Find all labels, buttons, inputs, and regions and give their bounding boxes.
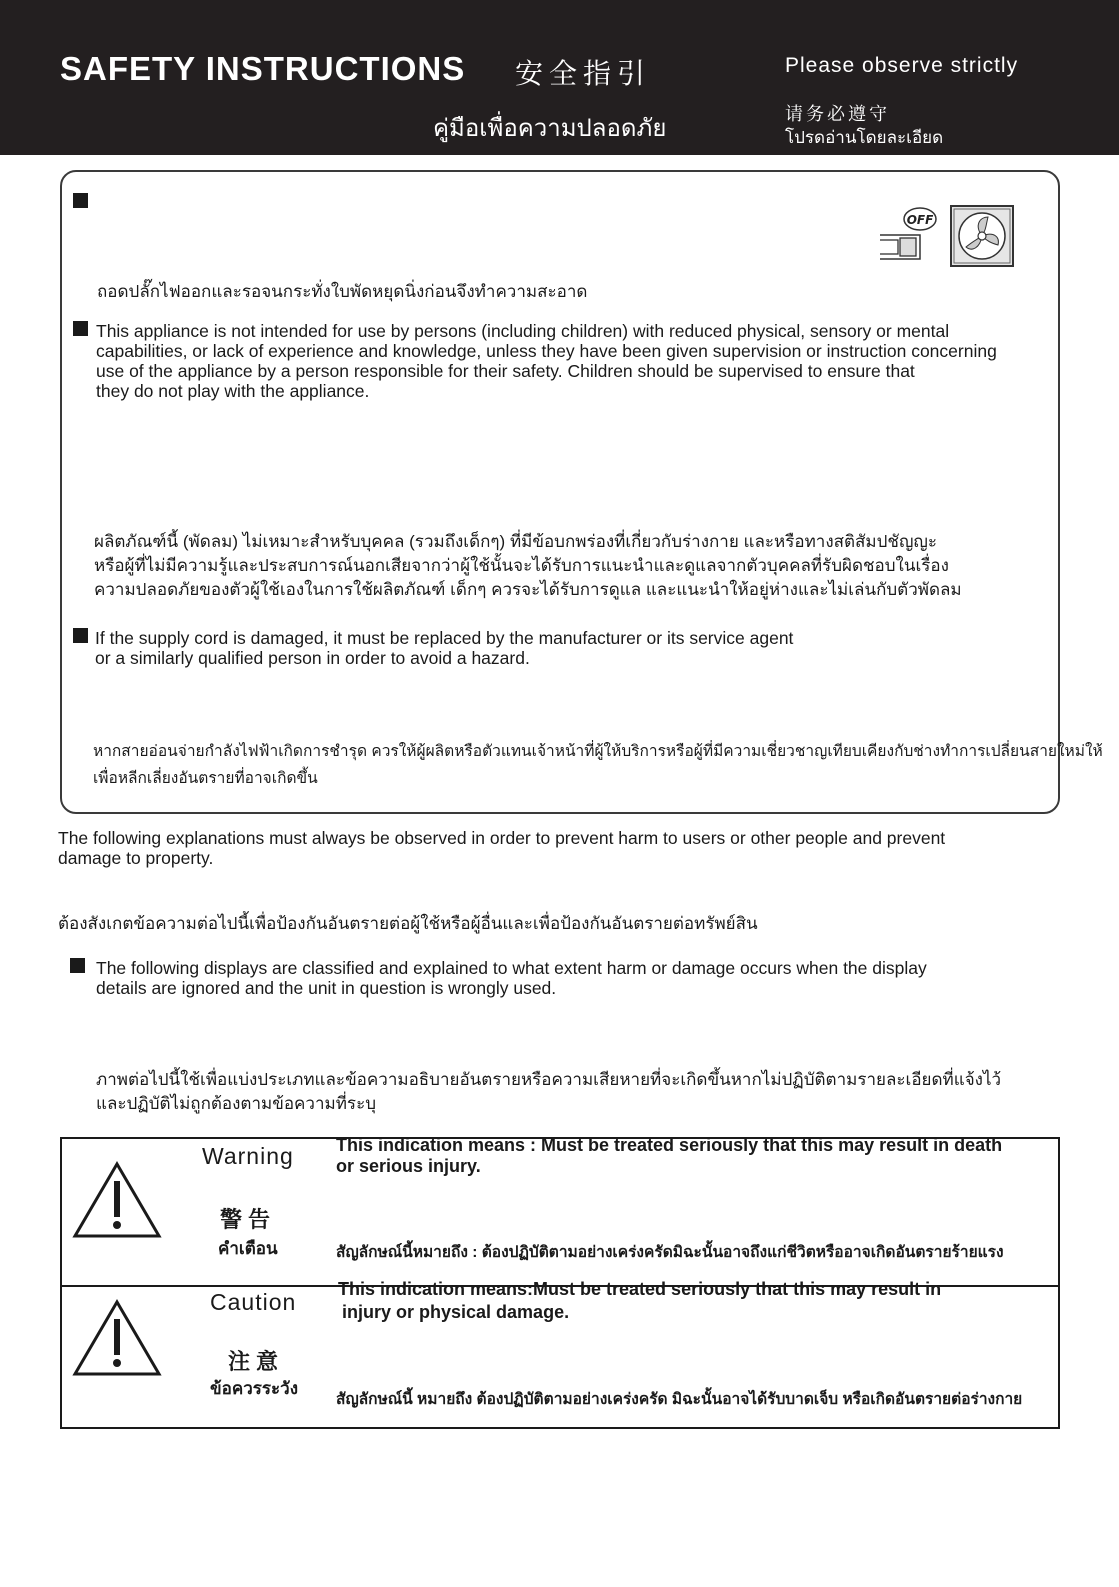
warning-label-cn: 警告 — [220, 1208, 277, 1233]
warning-label-th: คำเตือน — [218, 1239, 278, 1258]
persons-note-line-3: use of the appliance by a person responsible for their safety. Children should be supervised to ensure that — [96, 361, 915, 381]
caution-triangle-icon — [72, 1299, 162, 1377]
observe-notice-th: โปรดอ่านโดยละเอียด — [785, 128, 944, 147]
warning-desc-line-1: This indication means : Must be treated seriously that this may result in death — [336, 1135, 1003, 1155]
header-band — [0, 0, 1119, 155]
warning-triangle-icon — [72, 1161, 162, 1239]
fan-icon — [950, 205, 1014, 267]
persons-note-line-2: capabilities, or lack of experience and knowledge, unless they have been given supervision or instruction concerning — [96, 341, 997, 361]
displays-line-1: The following displays are classified and explained to what extent harm or damage occurs when the display — [96, 958, 927, 978]
page-title-th: คู่มือเพื่อความปลอดภัย — [433, 115, 667, 142]
bullet-square — [73, 628, 88, 643]
supply-cord-note-line-1: If the supply cord is damaged, it must be replaced by the manufacturer or its service agent — [95, 628, 794, 648]
caution-label: Caution — [210, 1289, 297, 1315]
persons-note-th-line-2: หรือผู้ที่ไม่มีความรู้และประสบการณ์นอกเสียจากว่าผู้ใช้นั้นจะได้รับการแนะนำและดูแลจากตัวบุคคลที่รับผิดชอบในเรื่อง — [94, 556, 949, 575]
hazard-table — [60, 1137, 1060, 1429]
page-title: SAFETY INSTRUCTIONS — [60, 50, 466, 87]
caution-desc-line-1: This indication means:Must be treated seriously that this may result in — [338, 1279, 942, 1299]
bullet-square — [70, 958, 85, 973]
explanation-line-2: damage to property. — [58, 848, 214, 868]
bullet-square — [73, 193, 88, 208]
persons-note-line-4: they do not play with the appliance. — [96, 381, 370, 401]
supply-cord-note-line-2: or a similarly qualified person in order to avoid a hazard. — [95, 648, 530, 668]
cleaning-note-th: ถอดปลั๊กไฟออกและรอจนกระทั่งใบพัดหยุดนิ่งก่อนจึงทำความสะอาด — [97, 282, 588, 301]
explanation-th: ต้องสังเกตข้อความต่อไปนี้เพื่อป้องกันอันตรายต่อผู้ใช้หรือผู้อื่นและเพื่อป้องกันอันตรายต่อทรัพย์สิน — [58, 914, 758, 933]
displays-line-2: details are ignored and the unit in question is wrongly used. — [96, 978, 557, 998]
explanation-line-1: The following explanations must always be observed in order to prevent harm to users or other people and prevent — [58, 828, 946, 848]
persons-note-th-line-3: ความปลอดภัยของตัวผู้ใช้เองในการใช้ผลิตภัณฑ์ เด็กๆ ควรจะได้รับการดูแล และแนะนำให้อยู่ห่างและไม่เล่นกับตัวพัดลม — [94, 580, 962, 599]
caution-label-cn: 注意 — [228, 1350, 285, 1375]
warning-label: Warning — [202, 1143, 294, 1169]
caution-desc-line-2: injury or physical damage. — [342, 1302, 570, 1322]
bullet-square — [73, 321, 88, 336]
page-title-cn: 安全指引 — [515, 57, 652, 90]
warning-desc-th: สัญลักษณ์นี้หมายถึง : ต้องปฏิบัติตามอย่างเคร่งครัดมิฉะนั้นอาจถึงแก่ชีวิตหรืออาจเกิดอันตรายร้ายแรง — [336, 1244, 1004, 1261]
displays-th-line-2: และปฏิบัติไม่ถูกต้องตามข้อความที่ระบุ — [96, 1094, 376, 1113]
persons-note-th-line-1: ผลิตภัณฑ์นี้ (พัดลม) ไม่เหมาะสำหรับบุคคล (รวมถึงเด็กๆ) ที่มีข้อบกพร่องที่เกี่ยวกับร่างกาย และหรือทางสติสัมปชัญญะ — [94, 532, 938, 551]
displays-th-line-1: ภาพต่อไปนี้ใช้เพื่อแบ่งประเภทและข้อความอธิบายอันตรายหรือความเสียหายที่จะเกิดขึ้นหากไม่ปฏิบัติตามรายละเอียดที่แจ้งไว้ — [96, 1070, 1002, 1089]
persons-note-line-1: This appliance is not intended for use by persons (including children) with reduced physical, sensory or mental — [96, 321, 950, 341]
observe-notice-cn: 请务必遵守 — [785, 104, 890, 125]
caution-desc-th: สัญลักษณ์นี้ หมายถึง ต้องปฏิบัติตามอย่างเคร่งครัด มิฉะนั้นอาจได้รับบาดเจ็บ หรือเกิดอันตรายต่อร่างกาย — [336, 1391, 1023, 1408]
svg-text:OFF: OFF — [906, 213, 934, 227]
caution-label-th: ข้อควรระวัง — [210, 1379, 298, 1398]
supply-cord-note-th-line-2: เพื่อหลีกเลี่ยงอันตรายที่อาจเกิดขึ้น — [93, 770, 318, 787]
supply-cord-note-th-line-1: หากสายอ่อนจ่ายกำลังไฟฟ้าเกิดการชำรุด ควรให้ผู้ผลิตหรือตัวแทนเจ้าหน้าที่ผู้ให้บริการหรือผู้ที่มีความเชี่ยวชาญเทียบเคียงกับช่างทำการเปลี่ยนสายใหม่ให้ — [93, 743, 1103, 760]
observe-notice: Please observe strictly — [785, 54, 1019, 77]
warning-desc-line-2: or serious injury. — [336, 1156, 481, 1176]
